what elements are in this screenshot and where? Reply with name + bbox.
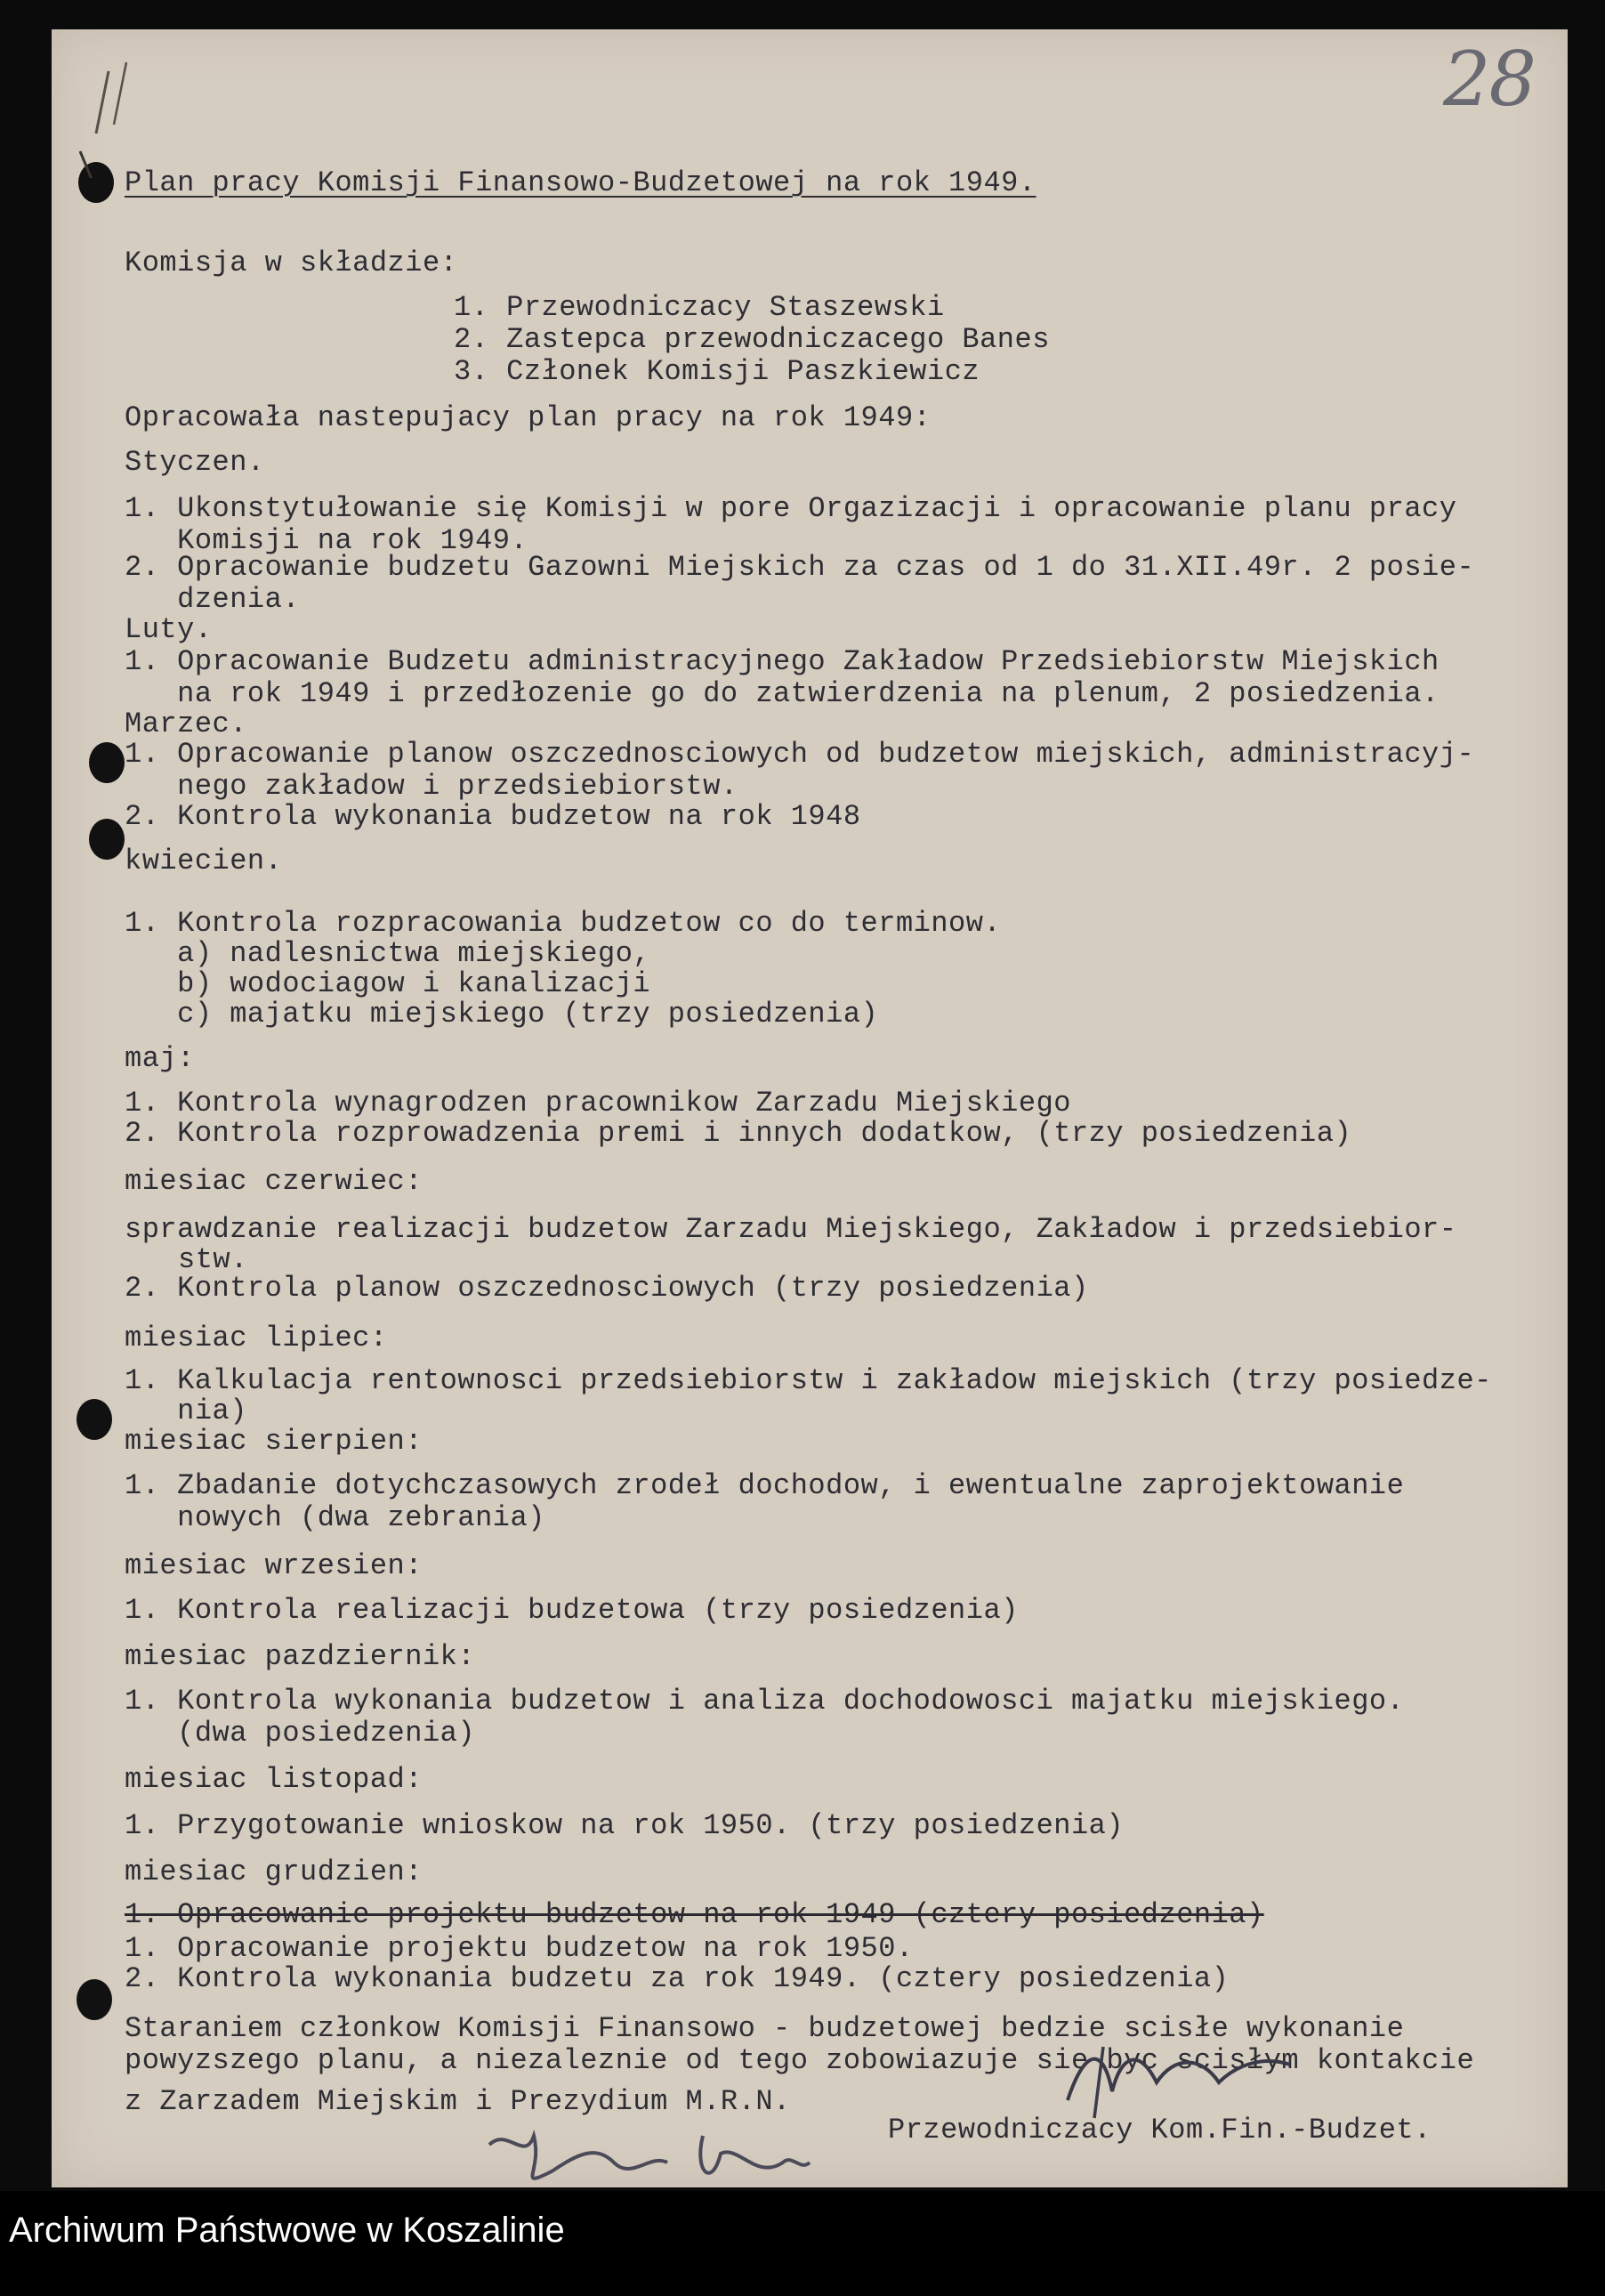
- month-january: Styczen.: [125, 446, 265, 479]
- document-title: Plan pracy Komisji Finansowo-Budzetowej na rok 1949.: [125, 166, 1036, 199]
- archive-name: Archiwum Państwowe w Koszalinie: [9, 2211, 565, 2250]
- month-february: Luty.: [125, 613, 213, 646]
- list-item: na rok 1949 i przedłozenie go do zatwierdzenia na plenum, 2 posiedzenia.: [125, 677, 1440, 710]
- signature-caption: Przewodniczacy Kom.Fin.-Budzet.: [888, 2114, 1432, 2146]
- list-item: 2. Kontrola wykonania budzetu za rok 1949. (cztery posiedzenia): [125, 1962, 1230, 1995]
- month-may: maj:: [125, 1042, 195, 1075]
- list-item: a) nadlesnictwa miejskiego,: [125, 937, 651, 970]
- month-april: kwiecien.: [125, 845, 283, 877]
- intro-text: Opracowała nastepujacy plan pracy na rok 1949:: [125, 401, 932, 434]
- struck-line: 1. Opracowanie projektu budzetow na rok 1949 (cztery posiedzenia): [125, 1898, 1264, 1931]
- closing-text: z Zarzadem Miejskim i Prezydium M.R.N.: [125, 2085, 791, 2118]
- closing-text: Staraniem członkow Komisji Finansowo - budzetowej bedzie scisłe wykonanie: [125, 2012, 1405, 2045]
- list-item: 2. Kontrola rozprowadzenia premi i innych dodatkow, (trzy posiedzenia): [125, 1117, 1352, 1150]
- list-item: 1. Kontrola rozpracowania budzetow co do terminow.: [125, 907, 1002, 940]
- list-item: nia): [125, 1395, 247, 1427]
- list-item: (dwa posiedzenia): [125, 1717, 476, 1750]
- signature-member: [480, 2118, 819, 2198]
- list-item: 1. Opracowanie planow oszczednosciowych od budzetow miejskich, administracyj-: [125, 738, 1475, 771]
- list-item: 1. Kontrola wynagrodzen pracownikow Zarzadu Miejskiego: [125, 1087, 1071, 1120]
- list-item: Komisji na rok 1949.: [125, 524, 528, 557]
- month-june: miesiac czerwiec:: [125, 1165, 423, 1198]
- list-item: 1. Kalkulacja rentownosci przedsiebiorstw i zakładow miejskich (trzy posiedze-: [125, 1364, 1492, 1397]
- member-2: 2. Zastepca przewodniczacego Banes: [454, 323, 1050, 356]
- month-december: miesiac grudzien:: [125, 1855, 423, 1888]
- member-1: 1. Przewodniczacy Staszewski: [454, 291, 945, 324]
- closing-text: powyzszego planu, a niezaleznie od tego zobowiazuje sie byc scisłym kontakcie: [125, 2044, 1475, 2077]
- punch-hole: [77, 1979, 112, 2020]
- pencil-marks: [62, 36, 169, 178]
- month-march: Marzec.: [125, 707, 247, 740]
- month-november: miesiac listopad:: [125, 1763, 423, 1796]
- list-item: 1. Ukonstytułowanie się Komisji w pore Orgazizacji i opracowanie planu pracy: [125, 492, 1457, 525]
- list-item: 1. Opracowanie projektu budzetow na rok 1950.: [125, 1932, 914, 1965]
- list-item: stw.: [178, 1243, 248, 1276]
- page-number: 28: [1443, 36, 1535, 123]
- list-item: b) wodociagow i kanalizacji: [125, 967, 651, 1000]
- month-august: miesiac sierpien:: [125, 1425, 423, 1458]
- signature-chairman: [1050, 2029, 1308, 2136]
- list-item: 2. Kontrola planow oszczednosciowych (trzy posiedzenia): [125, 1272, 1089, 1305]
- list-item: 1. Przygotowanie wnioskow na rok 1950. (trzy posiedzenia): [125, 1809, 1125, 1842]
- list-item: 1. Zbadanie dotychczasowych zrodeł dochodow, i ewentualne zaprojektowanie: [125, 1469, 1405, 1502]
- list-item: nego zakładow i przedsiebiorstw.: [125, 770, 738, 803]
- member-3: 3. Członek Komisji Paszkiewicz: [454, 355, 980, 388]
- composition-heading: Komisja w składzie:: [125, 247, 458, 279]
- list-item: nowych (dwa zebrania): [125, 1501, 545, 1534]
- list-item: 1. Kontrola realizacji budzetowa (trzy posiedzenia): [125, 1594, 1019, 1627]
- list-item: 2. Kontrola wykonania budzetow na rok 1948: [125, 800, 861, 833]
- list-item: sprawdzanie realizacji budzetow Zarzadu Miejskiego, Zakładow i przedsiebior-: [125, 1213, 1457, 1246]
- month-july: miesiac lipiec:: [125, 1322, 388, 1354]
- punch-hole: [77, 1399, 112, 1440]
- list-item: dzenia.: [125, 583, 301, 616]
- punch-hole: [89, 742, 125, 783]
- list-item: 1. Kontrola wykonania budzetow i analiza dochodowosci majatku miejskiego.: [125, 1685, 1405, 1718]
- list-item: 1. Opracowanie Budzetu administracyjnego Zakładow Przedsiebiorstw Miejskich: [125, 645, 1440, 678]
- punch-hole: [89, 819, 125, 860]
- list-item: c) majatku miejskiego (trzy posiedzenia): [125, 998, 879, 1031]
- archive-footer: [0, 2191, 1605, 2296]
- month-september: miesiac wrzesien:: [125, 1549, 423, 1582]
- month-october: miesiac pazdziernik:: [125, 1640, 476, 1673]
- list-item: 2. Opracowanie budzetu Gazowni Miejskich za czas od 1 do 31.XII.49r. 2 posie-: [125, 551, 1475, 584]
